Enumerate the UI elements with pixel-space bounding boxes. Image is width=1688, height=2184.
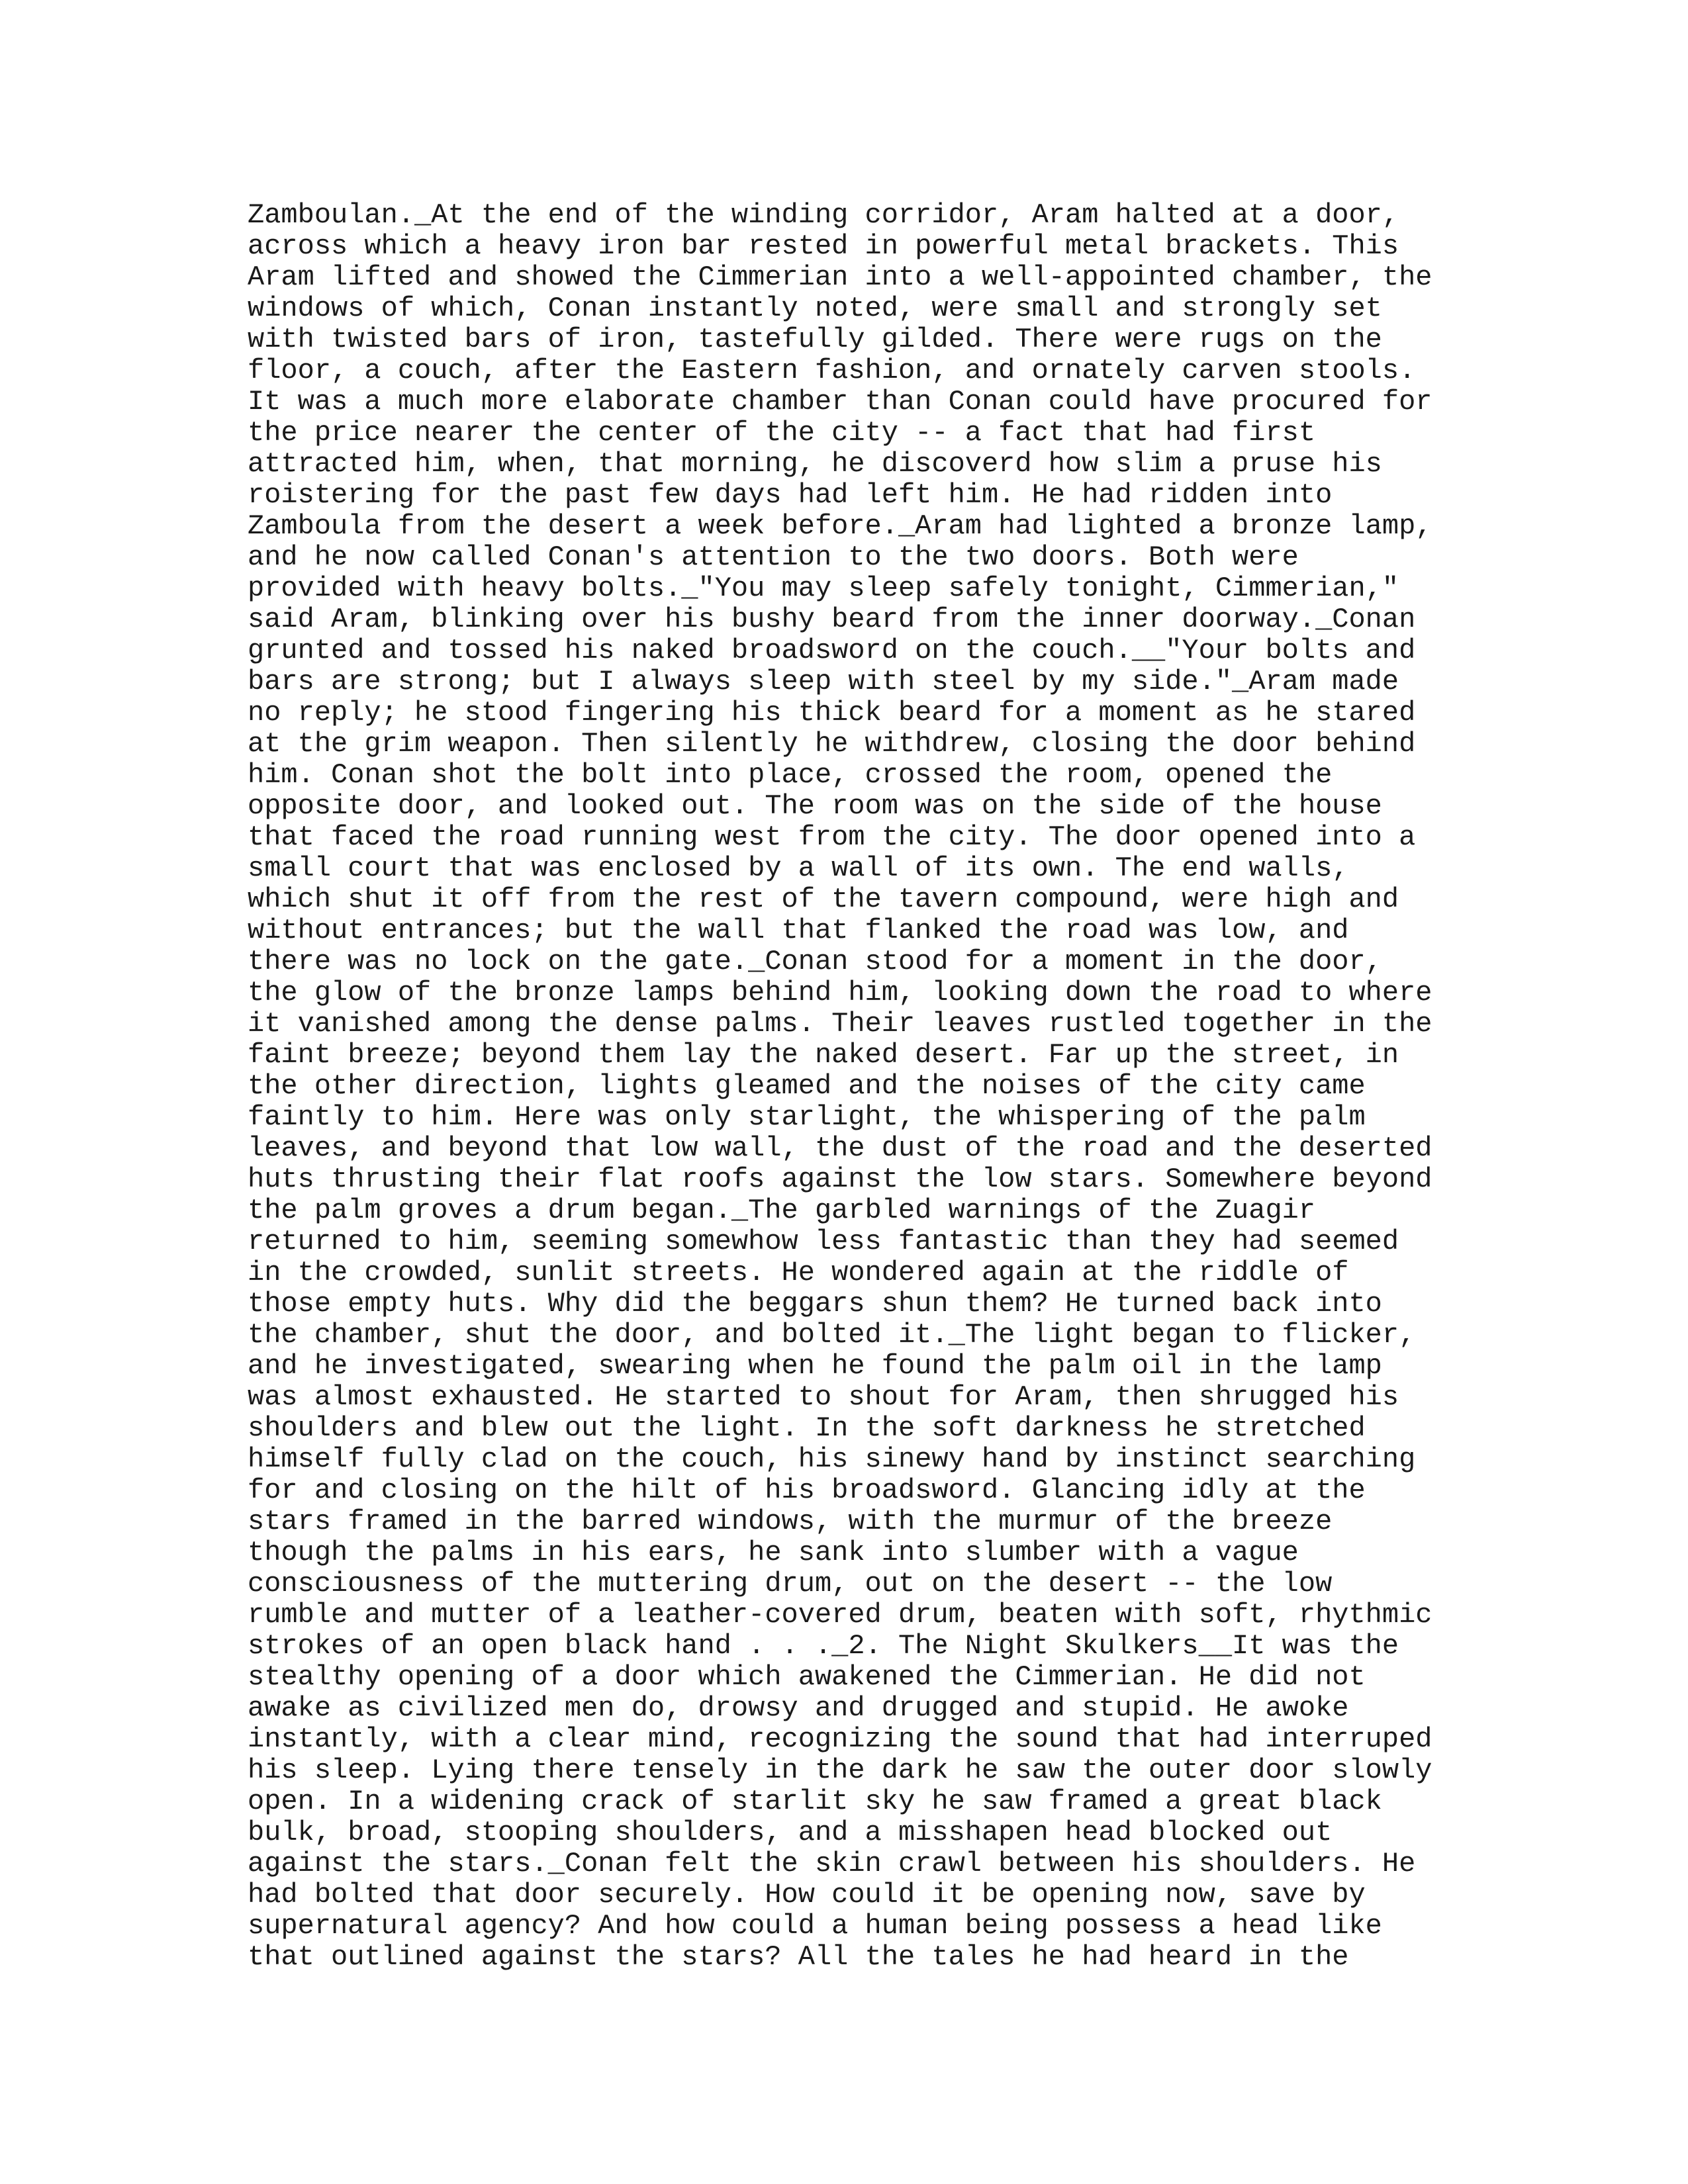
text-line: bulk, broad, stooping shoulders, and a misshapen head blocked out	[248, 1817, 1333, 1848]
text-line: instantly, with a clear mind, recognizing the sound that had interruped	[248, 1724, 1432, 1755]
text-line: his sleep. Lying there tensely in the dark he saw the outer door slowly	[248, 1755, 1432, 1786]
text-line: rumble and mutter of a leather-covered drum, beaten with soft, rhythmic	[248, 1600, 1432, 1631]
text-line: and he now called Conan's attention to the two doors. Both were	[248, 542, 1299, 573]
text-line: the price nearer the center of the city -- a fact that had first	[248, 418, 1316, 449]
text-line: the palm groves a drum began._The garbled warnings of the Zuagir	[248, 1195, 1316, 1226]
text-line: it vanished among the dense palms. Their leaves rustled together in the	[248, 1009, 1432, 1040]
text-line: was almost exhausted. He started to shout for Aram, then shrugged his	[248, 1382, 1399, 1413]
text-line: for and closing on the hilt of his broadsword. Glancing idly at the	[248, 1475, 1366, 1506]
text-line: those empty huts. Why did the beggars shun them? He turned back into	[248, 1289, 1382, 1320]
text-line: that outlined against the stars? All the tales he had heard in the	[248, 1942, 1349, 1973]
text-line: which shut it off from the rest of the tavern compound, were high and	[248, 884, 1399, 915]
text-line: provided with heavy bolts._"You may sleep safely tonight, Cimmerian,"	[248, 573, 1399, 604]
text-line: grunted and tossed his naked broadsword on the couch.__"Your bolts and	[248, 635, 1416, 666]
text-line: leaves, and beyond that low wall, the dust of the road and the deserted	[248, 1133, 1432, 1164]
text-line: Zamboulan._At the end of the winding corridor, Aram halted at a door,	[248, 200, 1399, 231]
body-text	[248, 200, 1505, 1973]
text-line: and he investigated, swearing when he found the palm oil in the lamp	[248, 1351, 1382, 1382]
text-line: supernatural agency? And how could a human being possess a head like	[248, 1911, 1382, 1942]
text-line: the chamber, shut the door, and bolted it._The light began to flicker,	[248, 1320, 1416, 1351]
text-line: roistering for the past few days had left him. He had ridden into	[248, 480, 1333, 511]
text-line: huts thrusting their flat roofs against the low stars. Somewhere beyond	[248, 1164, 1432, 1195]
text-line: attracted him, when, that morning, he discoverd how slim a pruse his	[248, 449, 1382, 480]
text-line: consciousness of the muttering drum, out on the desert -- the low	[248, 1569, 1333, 1600]
text-line: windows of which, Conan instantly noted, were small and strongly set	[248, 293, 1382, 324]
text-line: strokes of an open black hand . . ._2. The Night Skulkers__It was the	[248, 1631, 1399, 1662]
text-line: no reply; he stood fingering his thick beard for a moment as he stared	[248, 698, 1416, 729]
text-line: the other direction, lights gleamed and the noises of the city came	[248, 1071, 1366, 1102]
text-line: awake as civilized men do, drowsy and drugged and stupid. He awoke	[248, 1693, 1349, 1724]
text-line: him. Conan shot the bolt into place, crossed the room, opened the	[248, 760, 1333, 791]
text-line: It was a much more elaborate chamber than Conan could have procured for	[248, 387, 1432, 418]
text-line: Zamboula from the desert a week before._Aram had lighted a bronze lamp,	[248, 511, 1432, 542]
text-line: shoulders and blew out the light. In the soft darkness he stretched	[248, 1413, 1366, 1444]
text-line: with twisted bars of iron, tastefully gilded. There were rugs on the	[248, 324, 1382, 355]
text-line: open. In a widening crack of starlit sky he saw framed a great black	[248, 1786, 1382, 1817]
text-line: said Aram, blinking over his bushy beard from the inner doorway._Conan	[248, 604, 1416, 635]
text-line: against the stars._Conan felt the skin crawl between his shoulders. He	[248, 1848, 1416, 1880]
text-line: faintly to him. Here was only starlight, the whispering of the palm	[248, 1102, 1366, 1133]
text-line: in the crowded, sunlit streets. He wondered again at the riddle of	[248, 1257, 1349, 1289]
text-line: across which a heavy iron bar rested in powerful metal brackets. This	[248, 231, 1399, 262]
text-line: had bolted that door securely. How could it be opening now, save by	[248, 1880, 1366, 1911]
text-line: without entrances; but the wall that flanked the road was low, and	[248, 915, 1349, 946]
text-line: returned to him, seeming somewhow less fantastic than they had seemed	[248, 1226, 1399, 1257]
text-line: opposite door, and looked out. The room was on the side of the house	[248, 791, 1382, 822]
text-line: stars framed in the barred windows, with the murmur of the breeze	[248, 1506, 1333, 1537]
text-line: though the palms in his ears, he sank into slumber with a vague	[248, 1537, 1299, 1569]
text-line: small court that was enclosed by a wall of its own. The end walls,	[248, 853, 1349, 884]
text-line: bars are strong; but I always sleep with steel by my side."_Aram made	[248, 666, 1399, 698]
text-line: floor, a couch, after the Eastern fashion, and ornately carven stools.	[248, 355, 1416, 387]
text-line: stealthy opening of a door which awakened the Cimmerian. He did not	[248, 1662, 1366, 1693]
text-line: himself fully clad on the couch, his sinewy hand by instinct searching	[248, 1444, 1416, 1475]
text-line: that faced the road running west from the city. The door opened into a	[248, 822, 1416, 853]
text-line: faint breeze; beyond them lay the naked desert. Far up the street, in	[248, 1040, 1399, 1071]
text-line: there was no lock on the gate._Conan stood for a moment in the door,	[248, 946, 1382, 978]
text-line: at the grim weapon. Then silently he withdrew, closing the door behind	[248, 729, 1416, 760]
text-line: Aram lifted and showed the Cimmerian into a well-appointed chamber, the	[248, 262, 1432, 293]
text-line: the glow of the bronze lamps behind him, looking down the road to where	[248, 978, 1432, 1009]
